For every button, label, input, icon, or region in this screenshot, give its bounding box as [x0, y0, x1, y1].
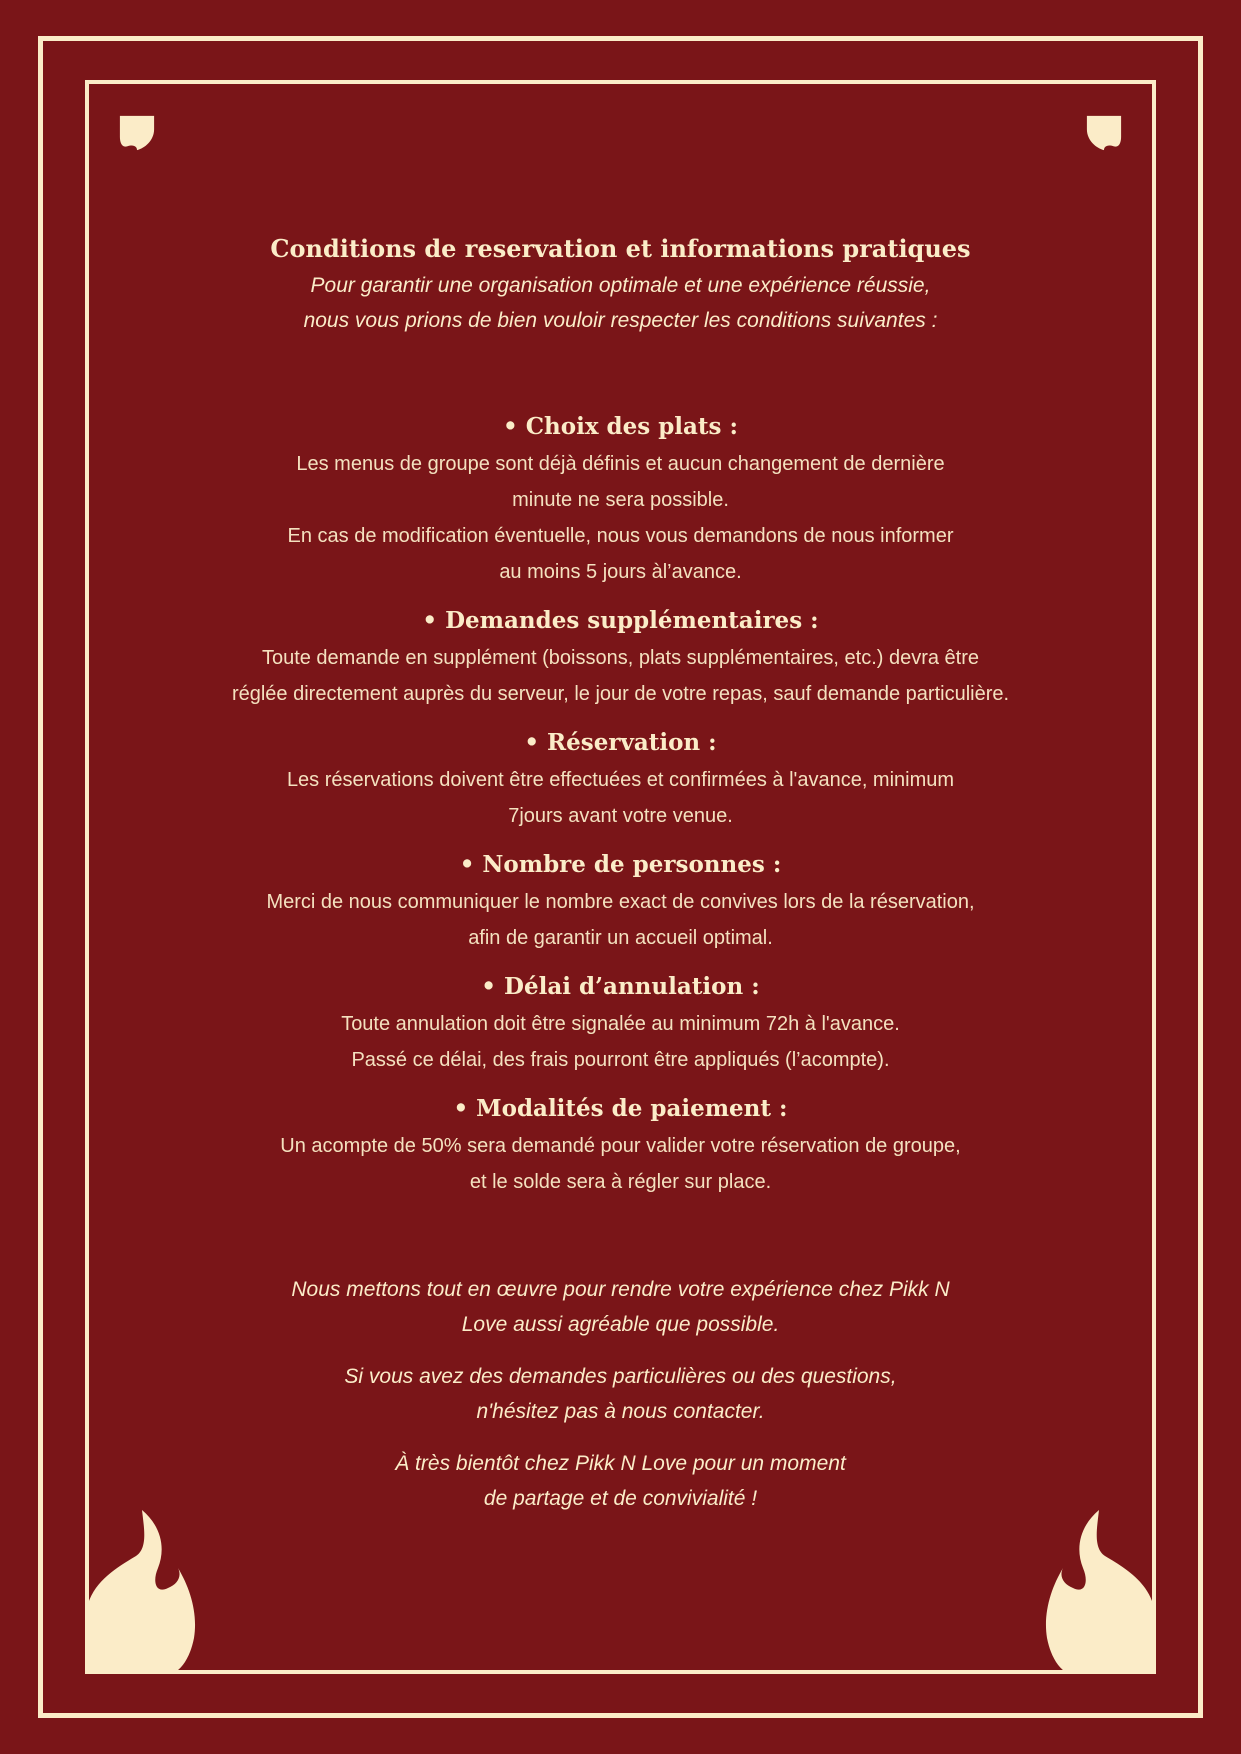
body-line: Les réservations doivent être effectuées et confirmées à l'avance, minimum	[286, 769, 955, 791]
heart-icon	[118, 114, 156, 152]
intro-line: nous vous prions de bien vouloir respecter les conditions suivantes :	[303, 309, 938, 332]
body-line: Les menus de groupe sont déjà définis et aucun changement de dernière	[296, 453, 945, 475]
closing-text	[150, 1272, 1091, 1516]
body-line: au moins 5 jours àl’avance.	[499, 561, 742, 583]
section-heading: • Nombre de personnes :	[459, 851, 782, 878]
section-reservation	[150, 726, 1091, 834]
section-heading: • Délai d’annulation :	[481, 973, 760, 1000]
body-line: Merci de nous communiquer le nombre exact de convives lors de la réservation,	[266, 891, 975, 913]
section-body	[150, 762, 1091, 834]
section-body	[150, 446, 1091, 590]
closing-line: n'hésitez pas à nous contacter.	[476, 1400, 765, 1423]
body-line: afin de garantir un accueil optimal.	[468, 927, 773, 949]
section-heading: • Réservation :	[524, 729, 717, 756]
closing-paragraph	[150, 1272, 1091, 1342]
body-line: réglée directement auprès du serveur, le jour de votre repas, sauf demande particulière.	[231, 683, 1010, 705]
intro-line: Pour garantir une organisation optimale et une expérience réussie,	[310, 274, 931, 297]
body-line: Toute annulation doit être signalée au minimum 72h à l'avance.	[341, 1013, 900, 1035]
section-body	[150, 1006, 1091, 1078]
closing-line: Si vous avez des demandes particulières ou des questions,	[344, 1365, 897, 1388]
body-line: 7jours avant votre venue.	[508, 805, 733, 827]
closing-line: À très bientôt chez Pikk N Love pour un moment	[395, 1452, 846, 1475]
closing-paragraph	[150, 1359, 1091, 1429]
body-line: Toute demande en supplément (boissons, plats supplémentaires, etc.) devra être	[261, 647, 980, 669]
section-delai-annulation	[150, 970, 1091, 1078]
body-line: et le solde sera à régler sur place.	[469, 1171, 772, 1193]
document-content	[150, 232, 1091, 1533]
body-line: minute ne sera possible.	[512, 489, 729, 511]
section-heading: • Demandes supplémentaires :	[422, 607, 819, 634]
section-demandes-supplementaires	[150, 604, 1091, 712]
page-title: Conditions de reservation et informations pratiques	[270, 234, 971, 263]
heart-icon	[1085, 114, 1123, 152]
closing-line: Nous mettons tout en œuvre pour rendre votre expérience chez Pikk N	[291, 1278, 950, 1301]
body-line: En cas de modification éventuelle, nous vous demandons de nous informer	[287, 525, 954, 547]
section-body	[150, 1128, 1091, 1200]
intro-text	[150, 268, 1091, 338]
section-choix-des-plats	[150, 410, 1091, 590]
closing-paragraph	[150, 1446, 1091, 1516]
section-body	[150, 884, 1091, 956]
body-line: Un acompte de 50% sera demandé pour valider votre réservation de groupe,	[280, 1135, 961, 1157]
section-heading: • Modalités de paiement :	[453, 1095, 788, 1122]
body-line: Passé ce délai, des frais pourront être appliqués (l’acompte).	[351, 1049, 890, 1071]
section-heading: • Choix des plats :	[503, 413, 738, 440]
conditions-list	[150, 410, 1091, 1200]
closing-line: de partage et de convivialité !	[483, 1487, 758, 1510]
section-modalites-paiement	[150, 1092, 1091, 1200]
section-nombre-de-personnes	[150, 848, 1091, 956]
closing-line: Love aussi agréable que possible.	[461, 1313, 780, 1336]
section-body	[150, 640, 1091, 712]
